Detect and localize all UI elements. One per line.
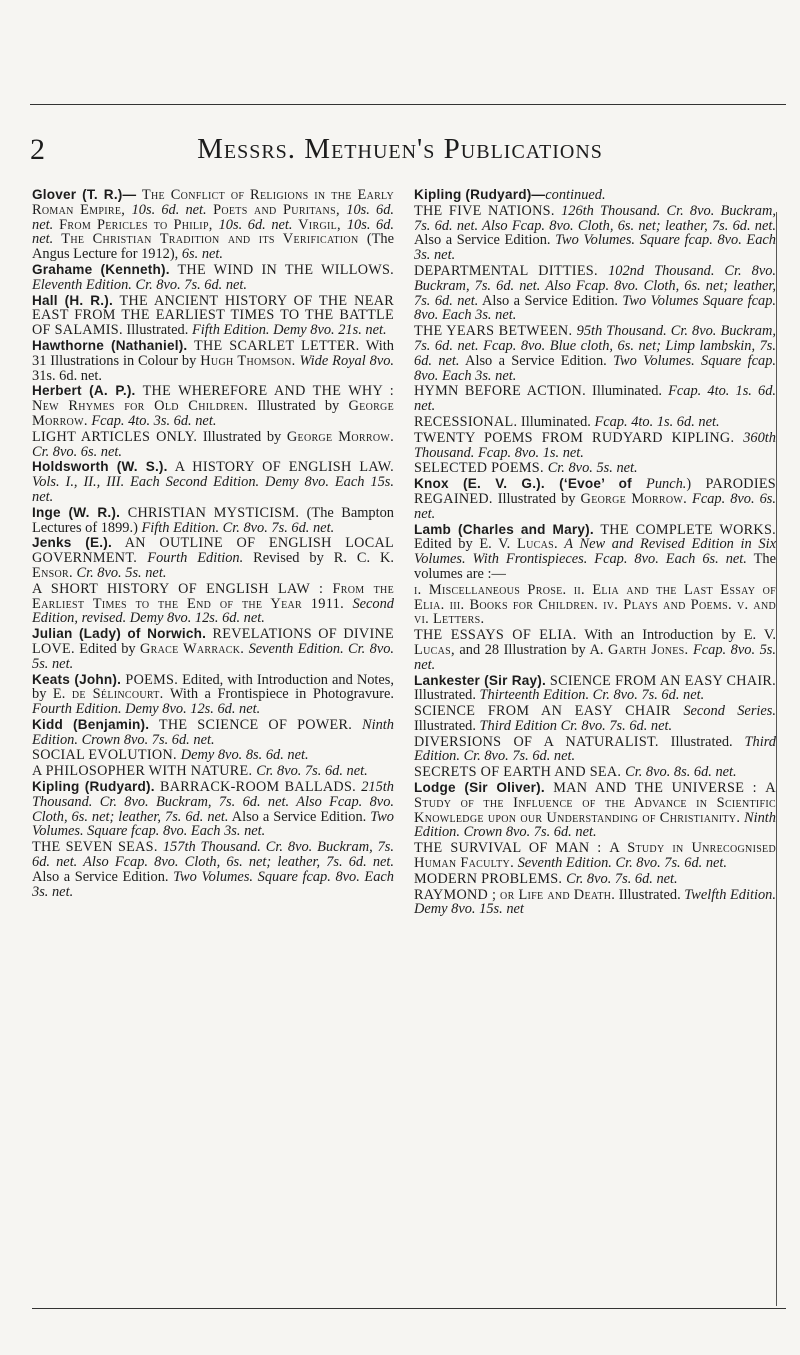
entry-title: A HISTORY OF ENGLISH LAW. [167,459,394,476]
page-header [30,133,770,167]
entry-text: Twelfth Edition. Demy 8vo. 15s. net [414,886,776,918]
entry-text: Fcap. 8vo. 6s. net. [414,490,776,522]
entry-author: Grahame (Kenneth). [32,261,170,277]
entry-text: 10s. 6d. net. [32,201,394,233]
catalogue-entry [414,384,776,414]
entry-author: Julian (Lady) of Norwich. [32,626,207,642]
running-head: Messrs. Methuen's Publications [197,133,603,165]
catalogue-entry [32,764,394,779]
catalogue-entry [414,264,776,323]
entry-text: Illuminated. [585,383,669,400]
entry-author: Keats (John). [32,671,122,687]
entry-text: Cr. 8vo. 7s. 6d. net. [256,763,368,780]
catalogue-entry [414,765,776,780]
catalogue-entry [414,872,776,887]
entry-text: Illustrated. [615,886,685,903]
catalogue-entry [414,415,776,430]
entry-text: (The Bampton Lectures of 1899.) [32,504,394,536]
catalogue-entry [414,735,776,765]
entry-text: Also a Service Edition. [459,352,614,369]
entry-text: From Pericles to Philip, [53,216,219,233]
entry-text: Thirteenth Edition. Cr. 8vo. 7s. 6d. net. [479,687,705,704]
entry-text: Vols. I., II., III. Each Second Edition. Demy 8vo. Each 15s. net. [32,474,394,505]
catalogue-entry [32,536,394,580]
entry-author: Knox (E. V. G.). [414,476,545,492]
entry-title: TWENTY POEMS FROM RUDYARD KIPLING. [414,429,744,446]
catalogue-entry [414,841,776,871]
entry-text: 10s. 6d. net. [131,201,207,218]
entry-text: Fcap. 4to. 1s. 6d. net. [594,413,720,430]
entry-text: New Rhymes for Old Children. [32,398,249,415]
entry-author: Hall (H. R.). [32,292,113,308]
catalogue-entry [414,628,776,672]
entry-text: Fifth Edition. Cr. 8vo. 7s. 6d. net. [141,519,335,536]
entry-text: Two Volumes. Square fcap. 8vo. Each 3s. net. [414,352,776,384]
bottom-rule [32,1308,786,1309]
catalogue-entry [32,430,394,460]
entry-title: SCIENCE FROM AN EASY CHAIR. [545,672,776,689]
entry-text: Lucas. [516,536,558,553]
entry-title: DIVERSIONS OF A NATURALIST. [414,733,659,750]
catalogue-entry [32,263,394,293]
entry-author: Inge (W. R.). [32,504,121,520]
right-edge-rule [776,212,777,1306]
entry-text: 31s. 6d. net. [32,367,102,384]
entry-text: A Study of the Influence of the Advance in Scientific Knowledge upon our Understanding of Christianity. [414,780,776,826]
catalogue-entry [32,627,394,671]
catalogue-entry [32,384,394,428]
entry-text: Cr. 8vo. 5s. net. [547,460,638,477]
catalogue-entry [414,188,776,203]
entry-text: Seventh Edition. Cr. 8vo. 5s. net. [32,640,394,672]
entry-text: Fourth Edition. [147,550,244,567]
entry-text: Demy 8vo. 8s. 6d. net. [180,747,309,764]
catalogue-entry [32,294,394,338]
entry-text: Two Volumes. Square fcap. 8vo. Each 3s. net. [32,868,394,900]
entry-title: AN OUTLINE OF ENGLISH LOCAL GOVERNMENT. [32,535,394,567]
entry-text: Cr. 8vo. 5s. net. [72,564,167,581]
entry-title: DEPARTMENTAL DITTIES. [414,262,609,279]
entry-text: 95th Thousand. Cr. 8vo. Buckram, 7s. 6d. net. Fcap. 8vo. Blue cloth, 6s. net; Limp lambskin, 7s. 6d. net. [414,323,776,369]
entry-text: Edited by E. V. [414,536,517,553]
entry-text: The Conflict of Religions in the Early Roman Empire, [32,187,394,218]
entry-text: Cr. 8vo. 7s. 6d. net. [566,870,678,887]
entry-text: Illustrated. [414,687,480,704]
entry-title: MODERN PROBLEMS. [414,870,567,887]
catalogue-entry [414,477,776,521]
entry-title: LIGHT ARTICLES ONLY. [32,428,198,445]
catalogue-entry [414,674,776,704]
entry-text: continued. [545,187,606,203]
entry-text: Illustrated by [492,490,581,507]
entry-title: SOCIAL EVOLUTION. [32,747,181,764]
entry-title: MAN AND THE UNIVERSE : [544,780,766,797]
entry-text: Illustrated. [658,733,745,750]
entry-text: 126th Thousand. Cr. 8vo. Buckram, 7s. 6d. net. Also Fcap. 8vo. Cloth, 6s. net; leather, 7s. 6d. net. [414,202,776,234]
catalogue-entry [32,748,394,763]
catalogue-entry [414,523,776,582]
entry-text: Fifth Edition. Demy 8vo. 21s. net. [191,322,387,339]
entry-title: RECESSIONAL. [414,413,518,430]
entry-text: Revised by R. C. K. [243,550,395,567]
top-rule [30,104,786,105]
entry-text: The volumes are :— [414,551,776,582]
entry-title: THE ANCIENT HISTORY OF THE NEAR EAST FROM THE EARLIEST TIMES TO THE BATTLE OF SALAMIS. [32,292,394,339]
entry-title: THE SCIENCE OF POWER. [149,716,362,733]
entry-author: Holdsworth (W. S.). [32,459,168,475]
catalogue-entry [32,188,394,262]
entry-text: Ninth Edition. Crown 8vo. 7s. 6d. net. [414,809,777,841]
left-column [32,188,394,900]
catalogue-entry [32,673,394,717]
entry-text: With 31 Illustrations in Colour by [32,337,395,369]
entry-text: Poets and Puritans, [206,201,347,218]
page-number: 2 [30,133,45,166]
entry-text: Third Edition. Cr. 8vo. 7s. 6d. net. [414,733,776,765]
entry-title: REVELATIONS OF DIVINE LOVE. [32,626,394,657]
entry-title: THE FIVE NATIONS. [414,202,562,219]
entry-text: Cr. 8vo. 6s. net. [32,443,122,460]
entry-text: A Study in Unrecognised Human Faculty. [414,840,776,872]
entry-text: Also a Service Edition. [478,292,623,309]
catalogue-entry [414,704,776,734]
entry-text: 6s. net. [181,246,224,263]
entry-author: Kipling (Rudyard). [32,779,155,795]
entry-text: Two Volumes. Square fcap. 8vo. Each 3s. net. [32,808,394,840]
entry-text: i. Miscellaneous Prose. ii. Elia and the Last Essay of Elia. iii. Books for Children. iv. Plays and Poems. v. and vi. Letters. [414,581,776,628]
entry-title: THE SEVEN SEAS. [32,839,163,856]
entry-title: BARRACK-ROOM BALLADS. [154,779,362,796]
entry-text: George Morrow. [286,428,394,445]
entry-text: Eleventh Edition. Cr. 8vo. 7s. 6d. net. [32,276,248,293]
entry-title: HYMN BEFORE ACTION. [414,383,586,400]
entry-text: Hugh Thomson. [200,352,296,369]
entry-text: Lucas, [414,641,455,658]
entry-author: Hawthorne (Nathaniel). [32,337,188,353]
entry-text: Second Edition, revised. Demy 8vo. 12s. 6d. net. [32,595,395,627]
entry-title: ) PARODIES REGAINED. [414,476,776,507]
entry-title: A SHORT HISTORY OF ENGLISH LAW : [32,580,333,597]
entry-text: 102nd Thousand. Cr. 8vo. Buckram, 7s. 6d. net. Also Fcap. 8vo. Cloth, 6s. net; leather, 7s. 6d. net. [414,262,777,309]
entry-text: Ninth Edition. Crown 8vo. 7s. 6d. net. [32,716,394,748]
entry-text: George Morrow. [580,490,688,507]
entry-text: Third Edition Cr. 8vo. 7s. 6d. net. [479,717,673,734]
entry-title: SELECTED POEMS. [414,460,548,477]
catalogue-entry [32,506,394,536]
entry-text: Cr. 8vo. 8s. 6d. net. [625,764,737,781]
catalogue-entry [414,888,776,918]
entry-text: (The Angus Lecture for 1912), [32,231,394,263]
entry-title: THE SCARLET LETTER. [187,337,360,354]
catalogue-entry [32,460,394,504]
catalogue-entry [32,840,394,899]
entry-text: With an Introduction by E. V. [576,627,776,644]
entry-text: Also a Service Edition. [228,808,371,825]
catalogue-entry [414,461,776,476]
entry-text: Fcap. 4to. 3s. 6d. net. [87,412,217,429]
catalogue-entry [414,583,776,627]
entry-text: 360th Thousand. Fcap. 8vo. 1s. net. [414,429,776,461]
entry-title: SCIENCE FROM AN EASY CHAIR [414,703,684,720]
entry-title: THE SURVIVAL OF MAN : [414,840,610,857]
entry-text: Illustrated by [248,398,349,415]
entry-text: Garth Jones. [607,641,689,658]
entry-text: George Morrow. [32,398,394,429]
catalogue-entry [414,781,776,840]
entry-author: Lodge (Sir Oliver). [414,780,545,796]
entry-author: Kidd (Benjamin). [32,716,150,732]
entry-text: Illustrated. [122,322,192,339]
entry-text: 10s. 6d. net. [218,216,293,233]
entry-text: 10s. 6d. net. [32,216,394,248]
entry-text: Punch. [646,476,687,493]
entry-text: Virgil, [292,216,347,233]
entry-text: de Sélincourt. [71,686,164,703]
entry-text: 157th Thousand. Cr. 8vo. Buckram, 7s. 6d. net. Also Fcap. 8vo. Cloth, 6s. net; leather, 7s. 6d. net. [32,839,394,871]
entry-text: Grace Warrack. [139,640,245,657]
entry-title: THE ESSAYS OF ELIA. [414,627,577,644]
entry-title: THE COMPLETE WORKS. [593,521,776,538]
entry-text: Also a Service Edition. [414,232,556,249]
entry-title: THE WIND IN THE WILLOWS. [169,261,394,278]
entry-author: Jenks (E.). [32,535,112,551]
entry-text: Seventh Edition. Cr. 8vo. 7s. 6d. net. [513,855,728,872]
catalogue-entry [414,431,776,461]
entry-text: Two Volumes Square fcap. 8vo. Each 3s. net. [414,292,776,324]
entry-text: Two Volumes. Square fcap. 8vo. Each 3s. net. [414,232,776,264]
entry-text: Wide Royal 8vo. [295,352,395,369]
entry-text: Also a Service Edition. [32,868,174,885]
right-column [414,188,776,918]
entry-author: (‘Evoe’ of [544,476,647,492]
entry-text: Fourth Edition. Demy 8vo. 12s. 6d. net. [32,701,261,718]
entry-text: Edited, with Introduction and Notes, by E. [32,671,394,703]
entry-text: Second Series. [683,703,777,720]
catalogue-entry [32,339,394,383]
entry-title: CHRISTIAN MYSTICISM. [120,504,300,521]
entry-author: Lankester (Sir Ray). [414,672,546,688]
entry-text: The Christian Tradition and its Verification [53,231,367,248]
catalogue-entry [414,324,776,383]
catalogue-entry [414,204,776,263]
entry-title: A PHILOSOPHER WITH NATURE. [32,763,257,780]
entry-text: and 28 Illustration by A. [454,641,608,658]
entry-text: Illuminated. [517,413,595,430]
entry-text: With a Frontispiece in Photogravure. [163,686,394,703]
entry-text: Illustrated by [197,428,287,445]
entry-text: A New and Revised Edition in Six Volumes. With Frontispieces. Fcap. 8vo. Each 6s. net. [414,536,777,568]
entry-title: THE WHEREFORE AND THE WHY : [135,383,394,400]
entry-title: POEMS. [121,671,179,688]
entry-text: Illustrated. [414,717,480,734]
entry-title: SECRETS OF EARTH AND SEA. [414,764,626,781]
catalogue-entry [32,718,394,748]
catalogue-entry [32,780,394,839]
entry-title: THE YEARS BETWEEN. [414,323,577,340]
entry-author: Kipling (Rudyard)— [414,187,546,202]
catalogue-entry [32,582,394,626]
entry-text: Fcap. 4to. 1s. 6d. net. [414,383,776,415]
entry-text: 215th Thousand. Cr. 8vo. Buckram, 7s. 6d. net. Also Fcap. 8vo. Cloth, 6s. net; leather, 7s. 6d. net. [32,779,394,825]
entry-text: or Life and Death. [500,886,616,903]
entry-author: Glover (T. R.)— [32,187,137,202]
entry-text: Ensor. [32,564,73,581]
entry-author: Herbert (A. P.). [32,383,136,399]
entry-text: Fcap. 8vo. 5s. net. [414,641,776,673]
entry-text: Edited by [74,640,140,657]
entry-text: From the Earliest Times to the End of the Year 1911. [32,580,394,612]
entry-author: Lamb (Charles and Mary). [414,521,594,537]
entry-title: RAYMOND ; [414,886,501,903]
